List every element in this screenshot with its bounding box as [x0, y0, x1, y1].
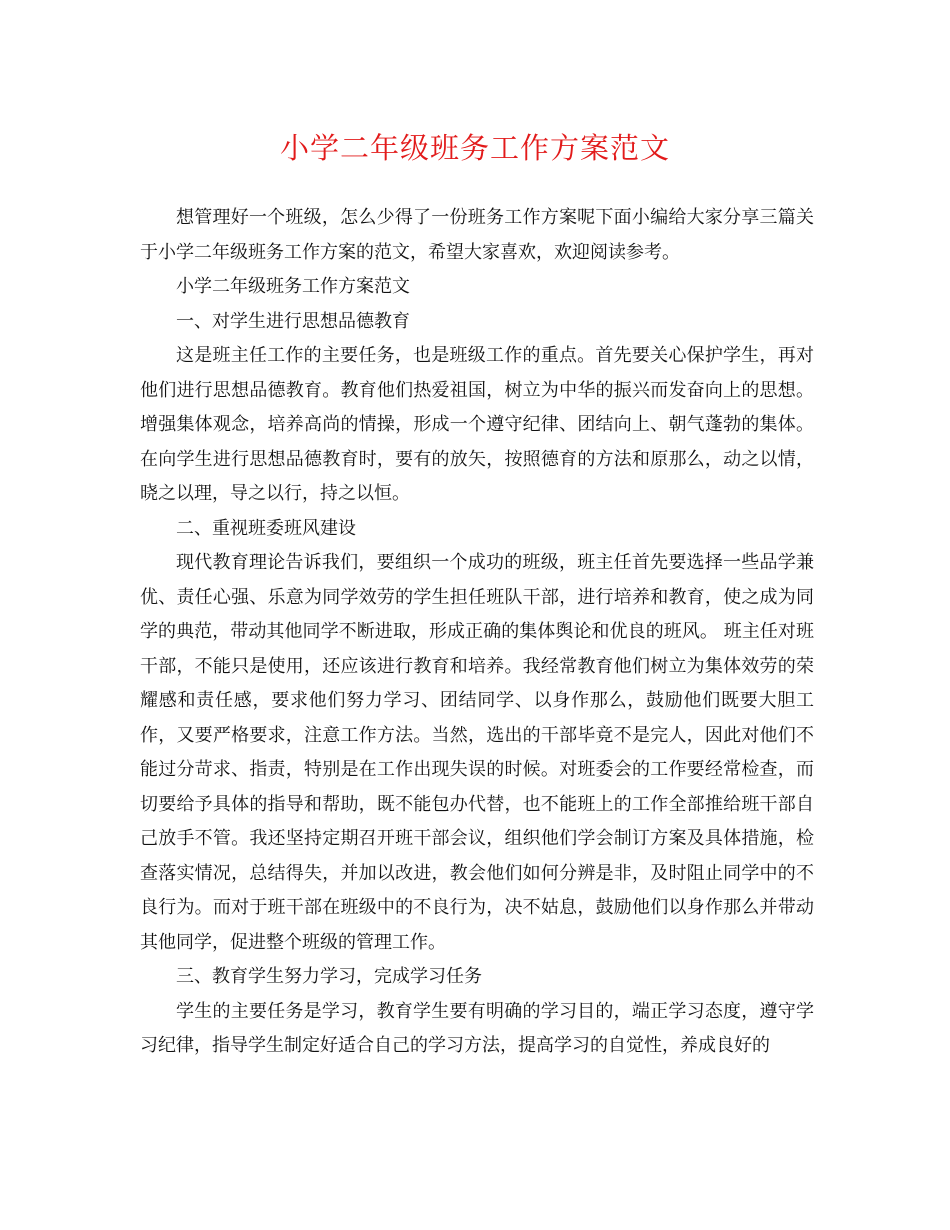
document-body: [140, 201, 814, 1064]
section-1-heading: 一、对学生进行思想品德教育: [176, 310, 410, 332]
intro-paragraph: 想管理好一个班级，怎么少得了一份班务工作方案呢下面小编给大家分享三篇关于小学二年级班务工作方案的范文，希望大家喜欢，欢迎阅读参考。: [140, 207, 814, 263]
section-1-paragraph: 这是班主任工作的主要任务，也是班级工作的重点。首先要关心保护学生，再对他们进行思想品德教育。教育他们热爱祖国，树立为中华的振兴而发奋向上的思想。增强集体观念，培养高尚的情操，形成一个遵守纪律、团结向上、朝气蓬勃的集体。在向学生进行思想品德教育时，要有的放矢，按照德育的方法和原那么，动之以情，晓之以理，导之以行，持之以恒。: [140, 345, 814, 504]
section-2-paragraph: 现代教育理论告诉我们，要组织一个成功的班级，班主任首先要选择一些品学兼优、责任心强、乐意为同学效劳的学生担任班队干部，进行培养和教育，使之成为同学的典范，带动其他同学不断进取，形成正确的集体舆论和优良的班风。 班主任对班干部，不能只是使用，还应该进行教育和培养。我经常教育他们树立为集体效劳的荣耀感和责任感，要求他们努力学习、团结同学、以身作那么，鼓励他们既要大胆工作，又要严格要求，注意工作方法。当然，选出的干部毕竟不是完人，因此对他们不能过分苛求、指责，特别是在工作出现失误的时候。对班委会的工作要经常检查，而切要给予具体的指导和帮助，既不能包办代替，也不能班上的工作全部推给班干部自己放手不管。我还坚持定期召开班干部会议，组织他们学会制订方案及具体措施，检查落实情况，总结得失，并加以改进，教会他们如何分辨是非，及时阻止同学中的不良行为。而对于班干部在班级中的不良行为，决不姑息，鼓励他们以身作那么并带动其他同学，促进整个班级的管理工作。: [140, 552, 814, 953]
document-title: 小学二年级班务工作方案范文: [279, 131, 670, 165]
section-2-heading: 二、重视班委班风建设: [176, 517, 356, 539]
subtitle: 小学二年级班务工作方案范文: [176, 276, 410, 297]
section-3-paragraph: 学生的主要任务是学习，教育学生要有明确的学习目的，端正学习态度，遵守学习纪律，指导学生制定好适合自己的学习方法，提高学习的自觉性，养成良好的: [140, 1000, 814, 1056]
section-3-heading: 三、教育学生努力学习，完成学习任务: [176, 966, 482, 987]
